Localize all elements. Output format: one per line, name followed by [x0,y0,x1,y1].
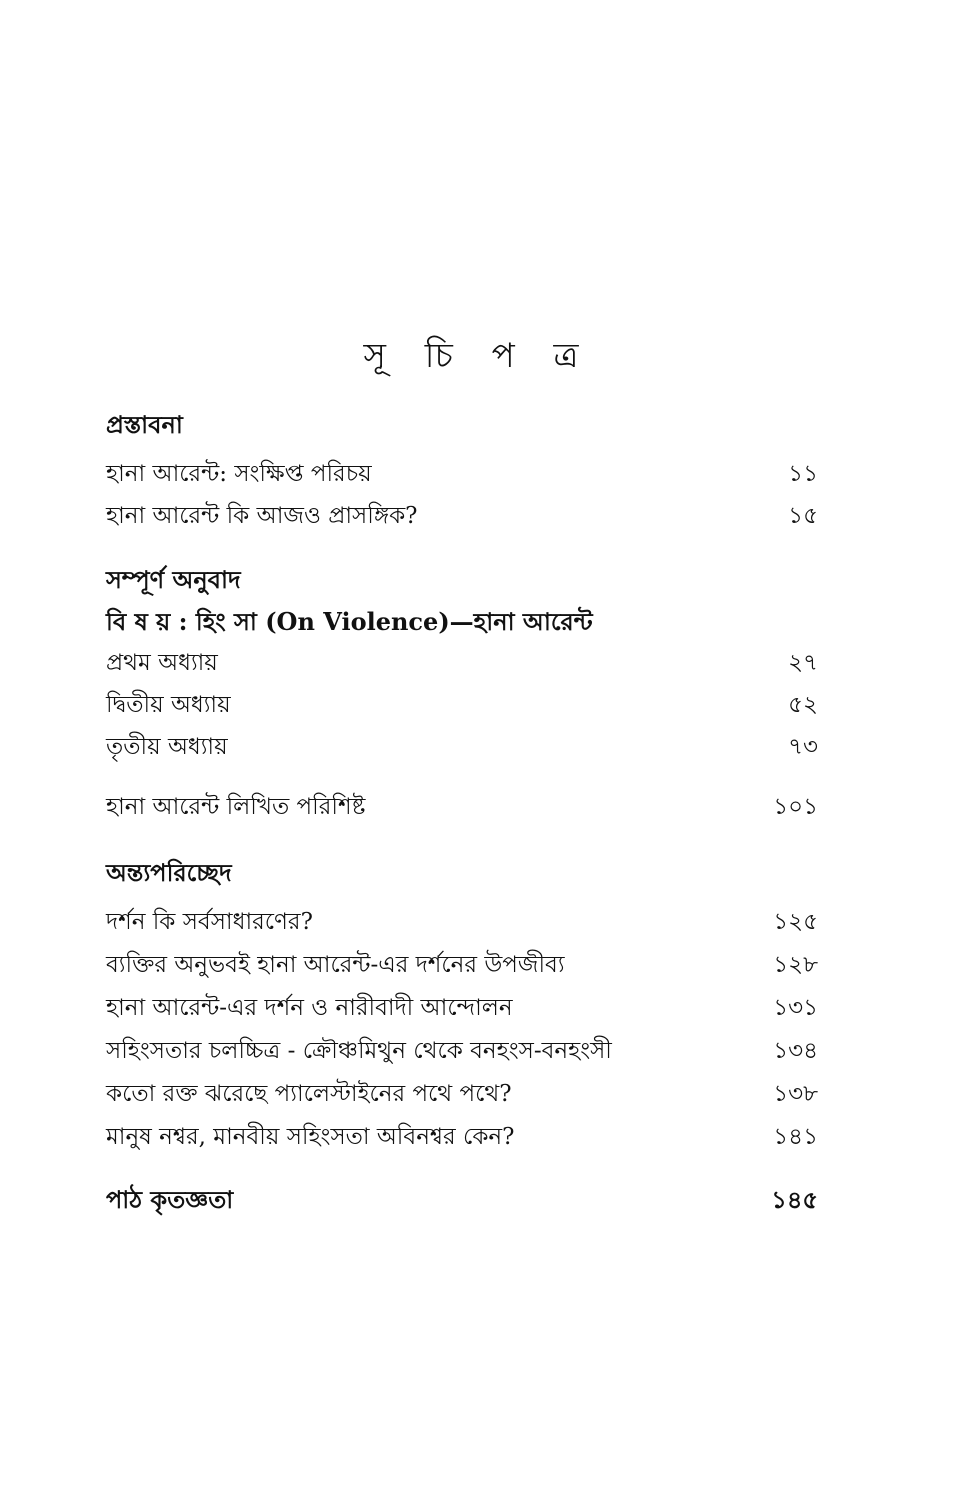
toc-entry-page: ১৫ [788,503,818,529]
toc-entry [106,946,818,986]
toc-entry-page: ১১ [788,461,818,487]
section-heading-preface: প্রস্তাবনা [106,410,183,439]
toc-entry-label: দর্শন কি সর্বসাধারণের? [106,909,313,935]
toc-entry [106,788,818,828]
toc-entry-label: প্রথম অধ্যায় [106,650,218,676]
toc-entry-acknowledgement [106,1182,818,1222]
toc-entry [106,1032,818,1072]
toc-entry-page: ৫২ [788,692,818,718]
toc-entry-label: পাঠ কৃতজ্ঞতা [106,1185,234,1214]
toc-entry-label: সহিংসতার চলচ্চিত্র - ক্রৌঞ্চমিথুন থেকে বনহংস-বনহংসী [106,1038,612,1064]
toc-entry-label: হানা আরেন্ট-এর দর্শন ও নারীবাদী আন্দোলন [106,995,513,1021]
toc-entry [106,903,818,943]
toc-entry-page: ৭৩ [788,734,818,760]
toc-entry-page: ১৩১ [773,995,818,1021]
toc-entry-label: হানা আরেন্ট লিখিত পরিশিষ্ট [106,794,366,820]
section-heading-translation: সম্পূর্ণ অনুবাদ [106,565,241,594]
toc-entry [106,644,818,684]
toc-entry-page: ১৩৪ [773,1038,818,1064]
page-title: সূ চি প ত্র [363,336,593,376]
toc-entry [106,455,818,495]
toc-entry-label: হানা আরেন্ট: সংক্ষিপ্ত পরিচয় [106,461,372,487]
toc-entry-page: ১২৫ [773,909,818,935]
toc-entry-label: ব্যক্তির অনুভবই হানা আরেন্ট-এর দর্শনের উপজীব্য [106,952,565,978]
toc-entry-label: মানুষ নশ্বর, মানবীয় সহিংসতা অবিনশ্বর কেন? [106,1124,515,1150]
toc-entry-label: কতো রক্ত ঝরেছে প্যালেস্টাইনের পথে পথে? [106,1081,512,1107]
toc-entry-label: দ্বিতীয় অধ্যায় [106,692,231,718]
toc-entry-page: ১৪৫ [771,1185,818,1214]
toc-entry [106,686,818,726]
toc-entry-page: ১৩৮ [773,1081,818,1107]
toc-entry-page: ১০১ [773,794,818,820]
toc-entry [106,728,818,768]
section-subtitle: বি ষ য় : হিং সা (On Violence)—হানা আরেন্ট [106,607,593,636]
toc-entry [106,1118,818,1158]
toc-entry [106,989,818,1029]
toc-entry-label: হানা আরেন্ট কি আজও প্রাসঙ্গিক? [106,503,418,529]
toc-entry [106,1075,818,1115]
toc-entry-page: ২৭ [788,650,818,676]
toc-entry-label: তৃতীয় অধ্যায় [106,734,228,760]
toc-entry [106,497,818,537]
toc-entry-page: ১৪১ [773,1124,818,1150]
section-heading-epilogue: অন্ত্যপরিচ্ছেদ [106,858,232,887]
toc-entry-page: ১২৮ [773,952,818,978]
